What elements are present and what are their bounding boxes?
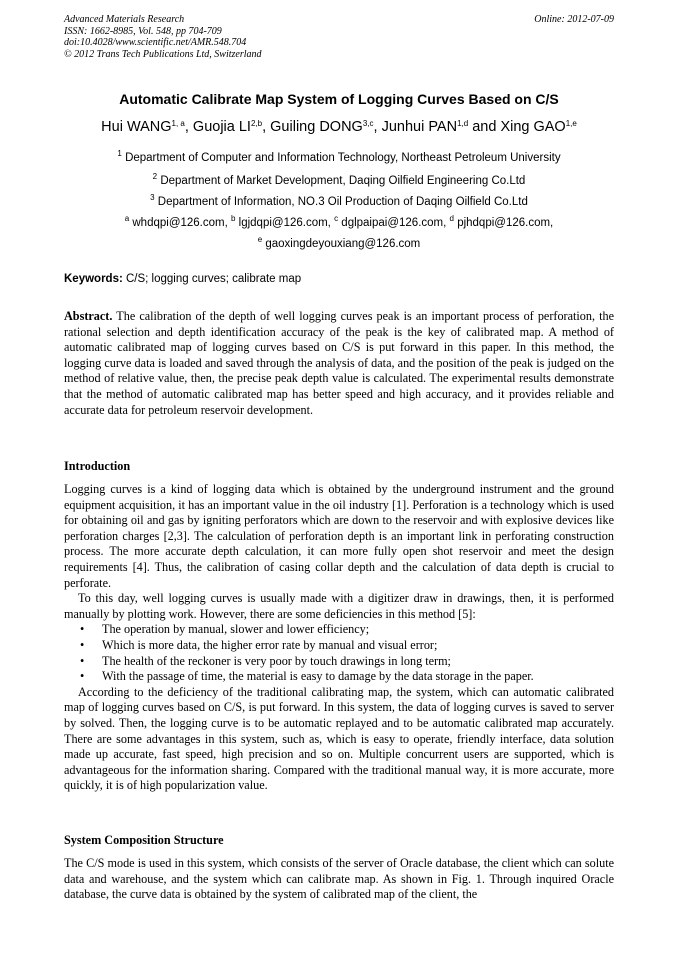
author-sup: 3,c xyxy=(362,119,374,128)
author-name: Junhui PAN xyxy=(381,119,458,135)
abstract-label: Abstract. xyxy=(64,309,113,323)
copyright-line: © 2012 Trans Tech Publications Ltd, Switzerland xyxy=(64,48,262,60)
section-heading-introduction: Introduction xyxy=(64,459,131,473)
affiliation-sup: 2 xyxy=(152,172,158,181)
section-heading-system: System Composition Structure xyxy=(64,833,224,847)
journal-name: Advanced Materials Research xyxy=(64,14,185,25)
author-sup: 1, a xyxy=(171,119,185,128)
affiliation-text: Department of Computer and Information Technology, Northeast Petroleum University xyxy=(125,152,561,164)
journal-header xyxy=(64,14,262,60)
abstract xyxy=(64,309,614,418)
list-item: • Which is more data, the higher error rate by manual and visual error; xyxy=(102,638,614,654)
author-sup: 1,d xyxy=(457,119,469,128)
email-sup: b xyxy=(231,214,236,223)
affiliation xyxy=(0,149,678,164)
email-address[interactable]: pjhdqpi@126.com, xyxy=(457,217,554,229)
affiliation-text: Department of Market Development, Daqing Oilfield Engineering Co.Ltd xyxy=(160,175,526,187)
paragraph: The C/S mode is used in this system, which consists of the server of Oracle database, the client which can solute data and warehouse, and the system which can calibrate map. As shown in Fig. 1. Through inquired Oracle database, the curve data is obtained by the system of calibrated map of the client, the xyxy=(64,856,614,902)
doi-line: doi:10.4028/www.scientific.net/AMR.548.704 xyxy=(64,37,247,48)
author-sup: 1,e xyxy=(565,119,577,128)
author-name: Guiling DONG xyxy=(270,119,363,135)
affiliation xyxy=(0,172,678,187)
author-name: Guojia LI xyxy=(192,119,251,135)
affiliation-text: Department of Information, NO.3 Oil Production of Daqing Oilfield Co.Ltd xyxy=(157,196,528,208)
abstract-text: The calibration of the depth of well logging curves peak is an important process of perforation, the rational selection and depth identification accuracy of the peak is the key of calibrated map. A method of automatic calibrated map of logging curves based on C/S is put forward in this paper. In this method, the logging curve data is loaded and saved through the analysis of data, and the position of the peak is judged on the method of relative value, then, the precise peak depth value is calculated. The experimental results demonstrate that the method of automatic calibrated map has better speed and high accuracy, and it provides reliable and accurate data for petroleum reservoir development. xyxy=(64,309,615,417)
email-address[interactable]: lgjdqpi@126.com, xyxy=(238,217,331,229)
deficiency-list xyxy=(64,622,614,684)
keywords-text: C/S; logging curves; calibrate map xyxy=(126,273,302,285)
email-sup: c xyxy=(334,214,339,223)
list-item: • With the passage of time, the material is easy to damage by the data storage in the paper. xyxy=(102,669,614,685)
email-address[interactable]: dglpaipai@126.com, xyxy=(341,217,447,229)
author-separator: , xyxy=(262,119,271,135)
keywords-label: Keywords: xyxy=(64,273,123,285)
email-sup: a xyxy=(124,214,130,223)
paragraph: To this day, well logging curves is usually made with a digitizer draw in drawings, then, it is performed manually by plotting work. However, there are some deficiencies in this method [5]: xyxy=(64,591,614,621)
email-line xyxy=(0,214,678,229)
author-separator: , xyxy=(184,119,193,135)
paragraph: According to the deficiency of the traditional calibrating map, the system, which can automatic calibrated map of logging curves based on C/S, is put forward. In this system, the data of logging curves is saved to server by solved. Then, the logging curve is to be automatic replayed and to be automatic calibrated map accurately. There are some advantages in this system, such as, which is easy to operate, friendly interface, data solution made up accurate, fast speed, high precision and so on. Multiple concurrent users are supported, which is advantageous for the information sharing. Compared with the traditional manual way, it is more accurate, more quickly, it is of high popularization value. xyxy=(64,684,614,793)
list-item: • The health of the reckoner is very poor by touch drawings in long term; xyxy=(102,654,614,670)
paragraph: Logging curves is a kind of logging data which is obtained by the underground instrument and the ground equipment acquisition, it has an important value in the oil industry [1]. Perforation is a technology which is used for obtaining oil and gas by igniting perforators which are down to the reservoir and with explosive devices like perforation charges [2,3]. The calculation of perforation depth is an important link in perforating construction process. The more accurate depth calculation, it can more fully open shot reservoir and meet the design requirements [4]. Thus, the calibration of casing collar depth and the calculation of data depth is crucial to perforate. xyxy=(64,482,614,590)
author-and: and xyxy=(468,119,501,135)
keywords xyxy=(64,273,301,285)
affiliation-sup: 1 xyxy=(117,149,122,158)
list-item: • The operation by manual, slower and lower efficiency; xyxy=(102,622,614,638)
email-address[interactable]: gaoxingdeyouxiang@126.com xyxy=(265,238,421,250)
author-sup: 2,b xyxy=(250,119,263,128)
paper-title: Automatic Calibrate Map System of Logging Curves Based on C/S xyxy=(119,91,559,107)
email-line xyxy=(0,235,678,250)
author-name: Hui WANG xyxy=(101,119,172,135)
author-list xyxy=(0,119,678,135)
email-sup: e xyxy=(257,235,263,244)
affiliation-sup: 3 xyxy=(150,193,155,202)
affiliation xyxy=(0,193,678,208)
issn-line: ISSN: 1662-8985, Vol. 548, pp 704-709 xyxy=(64,25,222,37)
email-address[interactable]: whdqpi@126.com, xyxy=(132,217,228,229)
introduction-body xyxy=(64,482,614,794)
online-date: Online: 2012-07-09 xyxy=(534,14,614,25)
system-body xyxy=(64,856,614,903)
author-separator: , xyxy=(373,119,382,135)
author-name: Xing GAO xyxy=(500,119,566,135)
email-sup: d xyxy=(449,214,454,223)
